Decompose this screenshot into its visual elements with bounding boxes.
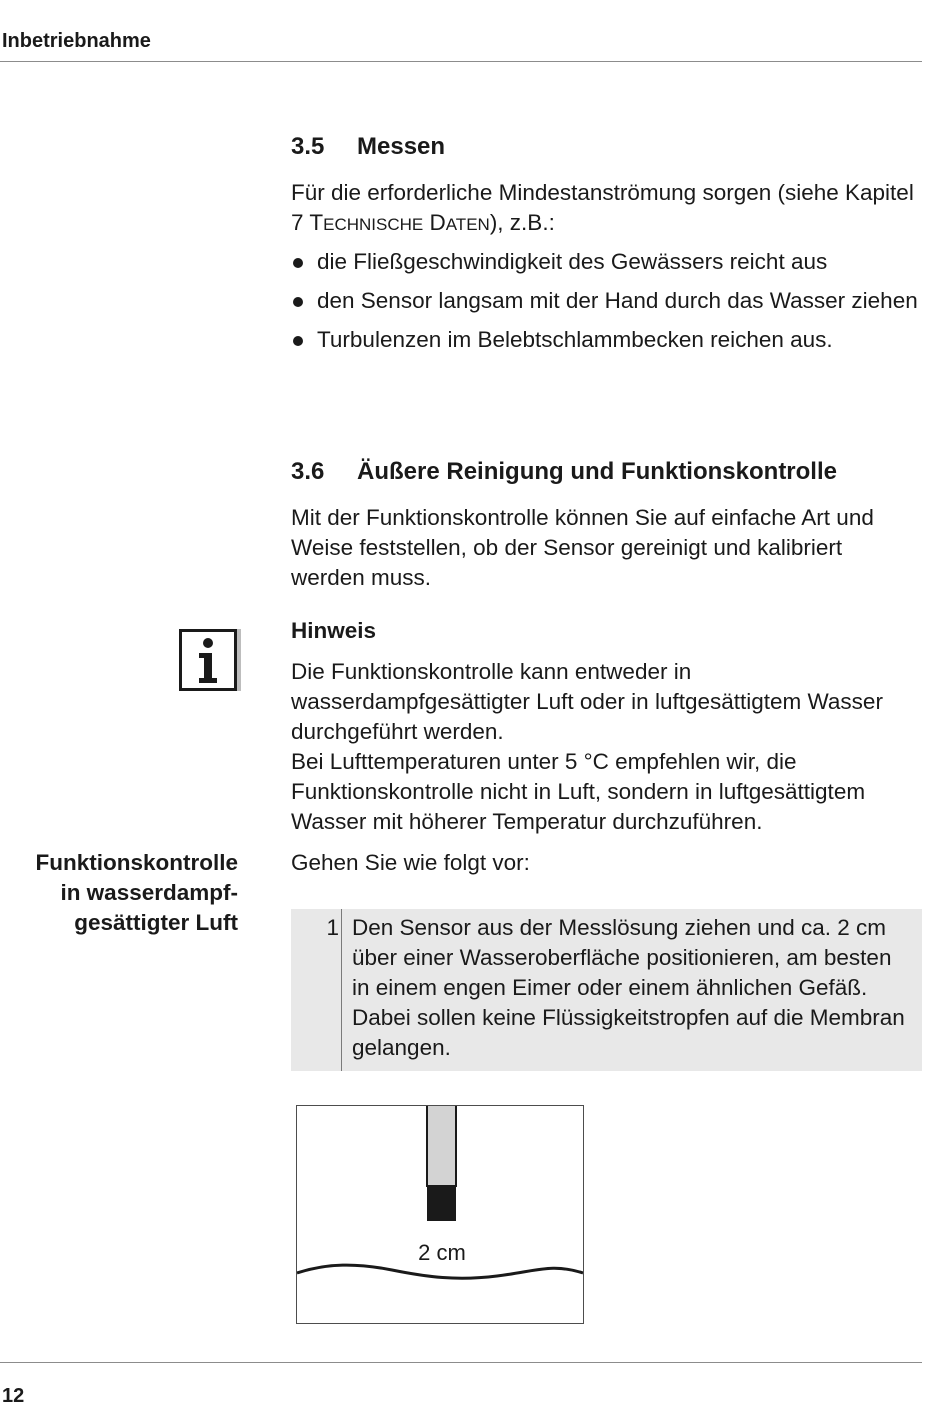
distance-label: 2 cm (418, 1240, 466, 1265)
note-paragraph: Bei Lufttemperaturen unter 5 °C empfehlen wir, die Funktionskontrolle nicht in Luft, sondern in luftgesättigtem Wasser mit höherer Temperatur durchzuführen. (291, 749, 866, 834)
section-title: Messen (357, 133, 446, 160)
footer-rule (0, 1362, 922, 1363)
water-surface (297, 1265, 583, 1278)
step-row (291, 909, 922, 1071)
note-title: Hinweis (291, 618, 377, 643)
step-divider (341, 909, 342, 1071)
section-heading-3-6 (291, 457, 837, 487)
margin-label: Funktionskontrolle in wasserdampf- gesättigter Luft (35, 850, 238, 935)
page-number: 12 (2, 1385, 25, 1407)
section-number: 3.6 (291, 458, 325, 485)
step-number: 1 (326, 915, 339, 940)
sensor-illustration (296, 1105, 584, 1324)
cross-reference: TECHNISCHE DATEN (309, 210, 490, 235)
list-item: den Sensor langsam mit der Hand durch das Wasser ziehen (291, 286, 921, 316)
note-paragraph: Die Funktionskontrolle kann entweder in wasserdampfgesättigter Luft oder in luftgesättigtem Wasser durchgeführt werden. (291, 659, 883, 744)
section-3-6-intro: Mit der Funktionskontrolle können Sie auf einfache Art und Weise feststellen, ob der Sensor gereinigt und kalibriert werden muss. (291, 505, 874, 590)
header-rule (0, 61, 922, 62)
list-item: die Fließgeschwindigkeit des Gewässers reicht aus (291, 247, 921, 277)
info-icon (179, 629, 237, 691)
procedure-intro: Gehen Sie wie folgt vor: (291, 850, 530, 875)
bullet-list (291, 247, 921, 364)
sensor-tip (427, 1186, 456, 1221)
sensor-body (427, 1106, 456, 1186)
list-item: Turbulenzen im Belebtschlammbecken reichen aus. (291, 325, 921, 355)
running-header: Inbetriebnahme (2, 30, 151, 52)
step-text: Den Sensor aus der Messlösung ziehen und ca. 2 cm über einer Wasseroberfläche positionieren, am besten in einem engen Eimer oder einem ähnlichen Gefäß. Dabei sollen keine Flüssigkeitstropfen auf die Membran gelangen. (352, 915, 905, 1060)
section-title: Äußere Reinigung und Funktionskontrolle (357, 458, 837, 485)
section-heading-3-5 (291, 132, 445, 162)
section-number: 3.5 (291, 133, 325, 160)
note-body (291, 657, 921, 837)
section-3-5-intro: Für die erforderliche Mindestanströmung sorgen (siehe Kapitel 7 TECHNISCHE DATEN), z.B.: (291, 180, 914, 235)
